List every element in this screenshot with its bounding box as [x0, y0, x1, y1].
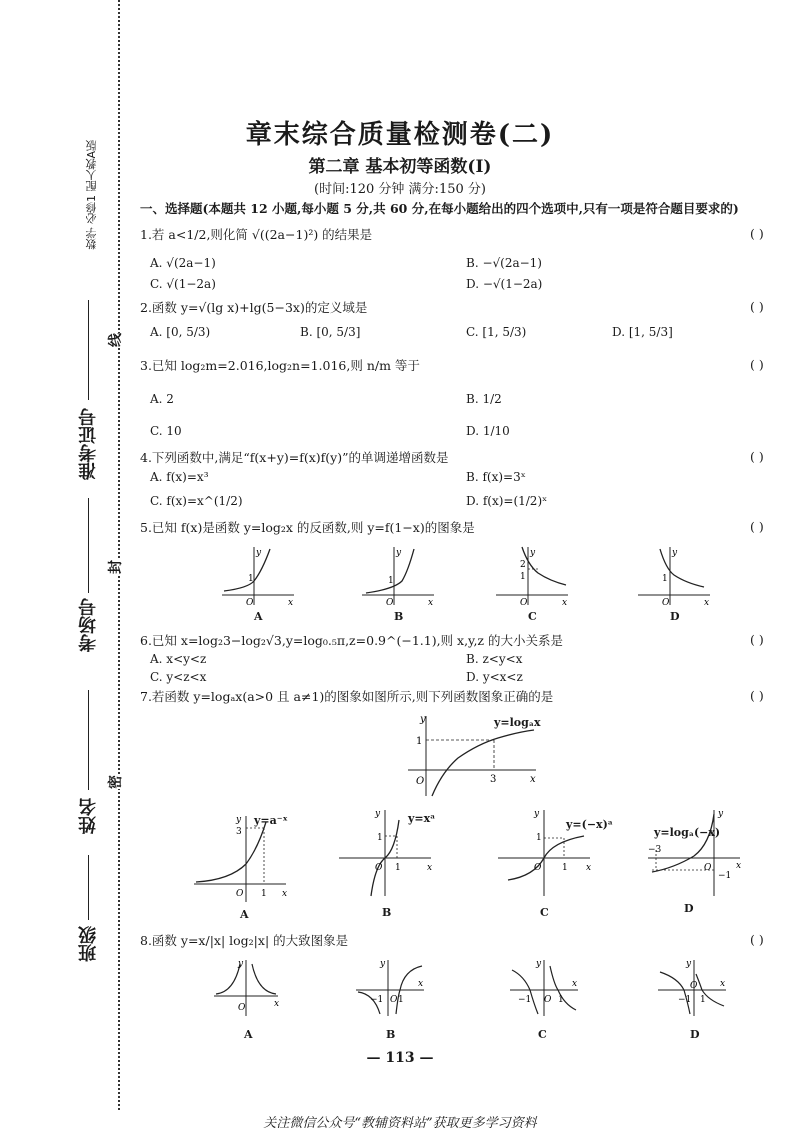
svg-text:x: x	[586, 863, 592, 873]
q8-label-c: C	[538, 1028, 547, 1041]
svg-text:O: O	[246, 598, 254, 608]
svg-text:−1: −1	[518, 995, 532, 1005]
q2-option-d: D. [1, 5/3]	[612, 325, 673, 339]
svg-text:x: x	[427, 863, 433, 873]
question-5: 5.已知 f(x)是函数 y=log₂x 的反函数,则 y=f(1−x)的图象是	[140, 520, 475, 535]
q4-option-d: D. f(x)=(1/2)ˣ	[466, 494, 548, 508]
svg-text:O: O	[704, 863, 712, 873]
svg-text:y: y	[534, 809, 540, 819]
svg-text:x: x	[572, 979, 578, 989]
q6-option-a: A. x<y<z	[150, 652, 207, 666]
q7-graph-d	[644, 806, 744, 901]
svg-text:O: O	[520, 598, 528, 608]
class-underline	[88, 855, 89, 920]
section-heading: 一、选择题(本题共 12 小题,每小题 5 分,共 60 分,在每小题给出的四个选项中,只有一项是符合题目要求的)	[140, 201, 739, 216]
answer-blank-4: ( )	[750, 449, 764, 464]
chapter-subtitle: 第二章 基本初等函数(Ⅰ)	[308, 157, 492, 177]
svg-text:y: y	[396, 548, 402, 558]
svg-text:1: 1	[662, 574, 668, 584]
svg-text:1: 1	[395, 863, 401, 873]
q3-option-a: A. 2	[150, 392, 174, 406]
svg-text:x: x	[530, 774, 536, 785]
q8-label-a: A	[244, 1028, 253, 1041]
q3-option-d: D. 1/10	[466, 424, 510, 438]
svg-text:y: y	[380, 959, 386, 969]
svg-text:O: O	[386, 598, 394, 608]
q5-graph-a	[218, 543, 298, 608]
q6-option-c: C. y<z<x	[150, 670, 207, 684]
question-1: 1.若 a<1/2,则化简 √((2a−1)²) 的结果是	[140, 227, 373, 242]
svg-text:O: O	[534, 863, 542, 873]
q1-option-a: A. √(2a−1)	[150, 256, 216, 270]
q1-option-d: D. −√(1−2a)	[466, 277, 543, 291]
svg-text:O: O	[544, 995, 552, 1005]
svg-text:x: x	[418, 979, 424, 989]
q8-graph-b	[352, 956, 428, 1018]
svg-text:O: O	[236, 889, 244, 899]
question-2: 2.函数 y=√(lg x)+lg(5−3x)的定义域是	[140, 300, 368, 315]
subject-label: 数学 必修1 配人教A版	[85, 140, 98, 250]
q1-option-c: C. √(1−2a)	[150, 277, 216, 291]
svg-text:3: 3	[236, 827, 242, 837]
svg-text:y: y	[530, 548, 536, 558]
svg-text:1: 1	[388, 576, 394, 586]
svg-text:1: 1	[536, 833, 542, 843]
svg-text:x: x	[288, 598, 294, 608]
svg-text:x: x	[282, 889, 288, 899]
svg-text:y: y	[236, 815, 242, 825]
q7-label-b: B	[382, 906, 392, 919]
svg-text:x: x	[704, 598, 710, 608]
class-label: 班级	[78, 926, 99, 962]
answer-blank-1: ( )	[750, 226, 764, 241]
q4-option-b: B. f(x)=3ˣ	[466, 470, 526, 484]
svg-text:−1: −1	[718, 871, 732, 881]
svg-text:y: y	[672, 548, 678, 558]
seal-char-feng: 封	[103, 560, 127, 574]
svg-text:x: x	[736, 861, 742, 871]
svg-text:x: x	[274, 999, 280, 1009]
svg-text:1: 1	[700, 995, 706, 1005]
svg-text:O: O	[375, 863, 383, 873]
room-underline	[88, 498, 89, 593]
svg-text:y: y	[375, 809, 381, 819]
ticket-underline	[88, 300, 89, 400]
svg-text:1: 1	[562, 863, 568, 873]
q7b-curve-label: y=xᵃ	[408, 812, 436, 825]
page-number: — 113 —	[366, 1050, 434, 1066]
q7-label-a: A	[240, 908, 249, 921]
question-3: 3.已知 log₂m=2.016,log₂n=1.016,则 n/m 等于	[140, 358, 420, 373]
q5-graph-b	[358, 543, 438, 608]
svg-text:O: O	[690, 981, 698, 991]
svg-text:1: 1	[398, 995, 404, 1005]
question-8: 8.函数 y=x/|x| log₂|x| 的大致图象是	[140, 933, 349, 948]
svg-text:y: y	[238, 959, 244, 969]
question-4: 4.下列函数中,满足“f(x+y)=f(x)f(y)”的单调递增函数是	[140, 450, 449, 465]
ticket-number-label: 准考证号	[78, 408, 99, 480]
q8-graph-c	[506, 956, 582, 1018]
svg-text:1: 1	[520, 572, 526, 582]
svg-text:−1: −1	[370, 995, 384, 1005]
svg-text:O: O	[416, 776, 425, 787]
svg-text:O: O	[238, 1003, 246, 1013]
svg-text:y: y	[718, 809, 724, 819]
q5-label-d: D	[670, 610, 680, 623]
q8-label-d: D	[690, 1028, 700, 1041]
q8-graph-a	[210, 956, 282, 1018]
svg-text:1: 1	[248, 574, 254, 584]
svg-text:3: 3	[490, 774, 497, 785]
answer-blank-2: ( )	[750, 299, 764, 314]
q5-label-c: C	[528, 610, 537, 623]
q7-main-curve-label: y=logₐx	[494, 716, 541, 729]
time-score-info: (时间:120 分钟 满分:150 分)	[314, 182, 486, 197]
question-6: 6.已知 x=log₂3−log₂√3,y=log₀.₅π,z=0.9^(−1.1),则 x,y,z 的大小关系是	[140, 633, 563, 648]
q6-option-b: B. z<y<x	[466, 652, 523, 666]
room-number-label: 考场号	[78, 598, 99, 652]
q3-option-b: B. 1/2	[466, 392, 502, 406]
q5-graph-d	[634, 543, 714, 608]
q5-label-b: B	[394, 610, 404, 623]
name-label: 姓名	[78, 798, 99, 834]
svg-text:y: y	[256, 548, 262, 558]
svg-text:x: x	[562, 598, 568, 608]
q6-option-d: D. y<x<z	[466, 670, 523, 684]
q4-option-a: A. f(x)=x³	[150, 470, 209, 484]
svg-text:1: 1	[558, 995, 564, 1005]
seal-char-xian: 线	[103, 333, 127, 347]
q2-option-b: B. [0, 5/3]	[300, 325, 361, 339]
question-7: 7.若函数 y=logₐx(a>0 且 a≠1)的图象如图所示,则下列函数图象正确的是	[140, 689, 554, 704]
answer-blank-6: ( )	[750, 632, 764, 647]
q2-option-c: C. [1, 5/3)	[466, 325, 527, 339]
footer-note: 关注微信公众号“教辅资料站”获取更多学习资料	[263, 1116, 537, 1131]
seal-char-mi: 密	[103, 775, 127, 789]
svg-text:−3: −3	[648, 845, 662, 855]
q2-option-a: A. [0, 5/3)	[150, 325, 211, 339]
svg-text:y: y	[420, 714, 426, 725]
q7a-curve-label: y=a⁻ˣ	[254, 814, 288, 827]
svg-text:y: y	[686, 959, 692, 969]
svg-text:1: 1	[377, 833, 383, 843]
q5-graph-c	[492, 543, 572, 608]
name-underline	[88, 690, 89, 790]
svg-text:x: x	[428, 598, 434, 608]
answer-blank-8: ( )	[750, 932, 764, 947]
answer-blank-7: ( )	[750, 688, 764, 703]
q8-graph-d	[654, 956, 730, 1018]
answer-blank-5: ( )	[750, 519, 764, 534]
q7-label-d: D	[684, 902, 694, 915]
q4-option-c: C. f(x)=x^(1/2)	[150, 494, 243, 508]
q7c-curve-label: y=(−x)ᵃ	[566, 818, 613, 831]
svg-text:−1: −1	[678, 995, 692, 1005]
svg-text:O: O	[662, 598, 670, 608]
svg-text:1: 1	[261, 889, 267, 899]
svg-text:O: O	[390, 995, 398, 1005]
page-title: 章末综合质量检测卷(二)	[245, 120, 555, 150]
q1-option-b: B. −√(2a−1)	[466, 256, 542, 270]
q8-label-b: B	[386, 1028, 396, 1041]
q5-label-a: A	[254, 610, 263, 623]
svg-text:y: y	[536, 959, 542, 969]
answer-blank-3: ( )	[750, 357, 764, 372]
svg-text:x: x	[720, 979, 726, 989]
svg-text:2: 2	[520, 560, 526, 570]
q7-label-c: C	[540, 906, 549, 919]
q3-option-c: C. 10	[150, 424, 182, 438]
q7d-curve-label: y=logₐ(−x)	[654, 826, 721, 839]
svg-text:1: 1	[416, 736, 423, 747]
